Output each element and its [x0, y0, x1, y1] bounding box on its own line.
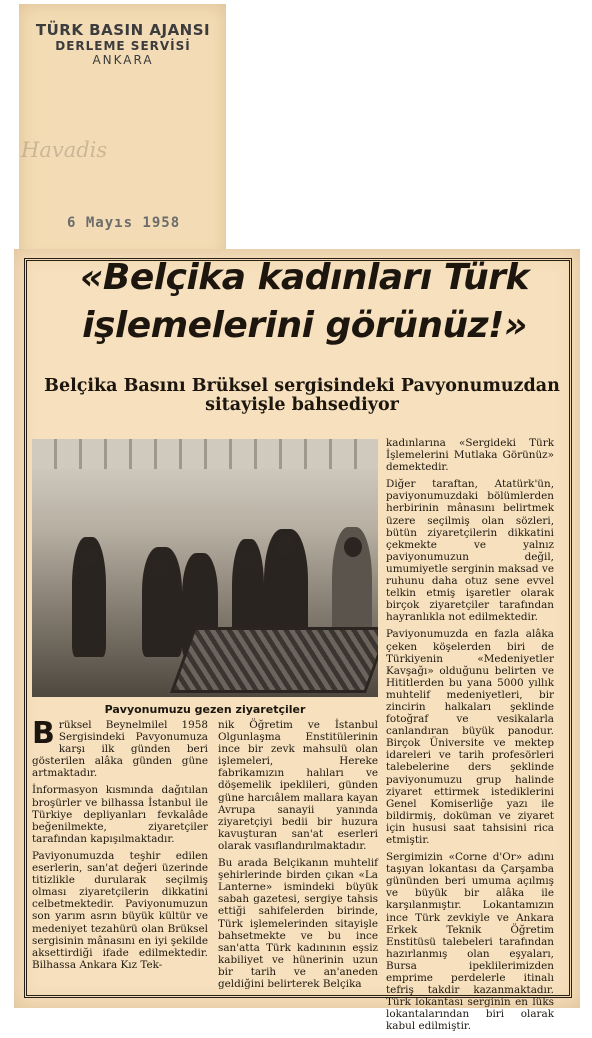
- agency-name: TÜRK BASIN AJANSI: [35, 21, 211, 39]
- article-column-3: [386, 437, 554, 1038]
- visitor-head: [238, 549, 255, 568]
- carpet-rug: [170, 627, 378, 693]
- newspaper-clipping: [14, 249, 580, 1033]
- visitor-head: [152, 557, 170, 577]
- visitor-head: [80, 547, 98, 567]
- publication-name: Havadis: [21, 138, 108, 162]
- drop-cap: B: [32, 716, 55, 751]
- paragraph-text: rüksel Beynelmilel 1958 Sergisindeki Pavyonumuza karşı ilk günden beri gösterilen alâka günden güne artmaktadır.: [32, 719, 208, 780]
- paragraph: nik Öğretim ve İstanbul Olgunlaşma Enstitülerinin ince bir zevk mahsulü olan işlemeleri, Hereke fabrikamızın halıları ve döşemelik ipeklileri, günden güne harcıâlem mallara kayan Avrupa sanayii yanında ziyaretçiyi bedii bir huzura kavuşturan san'at eserleri olarak vasıflandırılmaktadır.: [218, 719, 378, 852]
- paragraph: kadınlarına «Sergideki Türk İşlemelerini Mutlaka Görünüz» demektedir.: [386, 437, 554, 474]
- paragraph: Diğer taraftan, Atatürk'ün, paviyonumuzdaki bölümlerden herbirinin mânasını belirtmek üzere seçilmiş olan sözleri, bütün ziyaretçilerin dikkatini çekmekte ve yalnız paviyonumuzun değil, umumiyetle serginin maksad ve ruhunu daha otuz sene evvel telkin etmiş işaretler olarak birçok ziyaretçiler tarafından hayranlıkla not edilmektedir.: [386, 478, 554, 624]
- agency-city: ANKARA: [92, 53, 154, 67]
- paragraph: Bu arada Belçikanın muhtelif şehirlerinde birden çıkan «La Lanterne» ismindeki büyük sabah gazetesi, sergiye tahsis ettiği sahifelerden birinde, Türk işlemelerinden sitayişle bahsetmekte ve bu ince san'atta Türk kadınının eşsiz kabiliyet ve hünerinin uzun bir tarih ve an'aneden geldiğini belirterek Belçika: [218, 857, 378, 990]
- article-column-2: [218, 719, 378, 995]
- photo-caption: Pavyonumuzu gezen ziyaretçiler: [104, 703, 306, 716]
- paragraph: İnformasyon kısmında dağıtılan broşürler ve bilhassa İstanbul ile Türkiye depliyanları fevkalâde beğenilmekte, ziyaretçiler tarafından kapışılmaktadır.: [32, 784, 208, 845]
- date-stamp: 6 Mayıs 1958: [67, 215, 181, 231]
- visitor-head: [276, 535, 295, 556]
- paragraph: Paviyonumuzda en fazla alâka çeken köşelerden biri de Türkiyenin «Medeniyetler Kavşağı» olduğunu belirten ve Hititlerden bu yana 5000 yıllık muhtelif medeniyetleri, bir zincirin halkaları şeklinde fotoğraf ve vesikalarla canlandıran büyük panodur. Birçok Üniversite ve mektep idareleri ve tarih profesörleri talebelerine ders şeklinde paviyonumuzu grup halinde ziyaret ettirmek istediklerini Genel Komiserliğe yazı ile bildirmiş, doküman ve ziyaret için hususi saat tahsisini rica etmiştir.: [386, 628, 554, 846]
- agency-stamp: [23, 22, 223, 68]
- paragraph: Paviyonumuzda teşhir edilen eserlerin, san'at değeri üzerinde titizlikle durularak seçilmiş olması ziyaretçilerin dikkatini celbetmektedir. Paviyonumuzun son yarım asrın büyük kültür ve medeniyet tezahürü olan Brüksel sergisinin mânasını en iyi şekilde aksettirdiği ifade edilmektedir. Bilhassa Ankara Kız Tek-: [32, 849, 208, 971]
- visitor-head: [344, 537, 362, 557]
- headline: «Belçika kadınları Türk işlemelerini görünüz!»: [79, 257, 529, 346]
- article-column-1: [32, 716, 208, 976]
- paragraph: Sergimizin «Corne d'Or» adını taşıyan lokantası da Çarşamba gününden beri umuma açılmış ve büyük bir alâka ile karşılanmıştır. Lokantamızın ince Türk zevkiyle ve Ankara Erkek Teknik Öğretim Enstitüsü talebeleri tarafından hazırlanmış olan eşyaları, Bursa ipeklilerimizden emprime perdelerle itinalı tefriş takdir kazanmaktadır. Türk lokantası serginin en lüks lokantalarından biri olarak kabul edilmiştir.: [386, 851, 554, 1033]
- paragraph: [32, 716, 208, 780]
- photo-ceiling: [32, 439, 378, 469]
- agency-service: DERLEME SERVİSİ: [55, 39, 191, 53]
- subheadline: Belçika Basını Brüksel sergisindeki Pavyonumuzdan sitayişle bahsediyor: [44, 376, 560, 415]
- agency-slip: [19, 4, 226, 262]
- exhibition-photo: [32, 439, 378, 697]
